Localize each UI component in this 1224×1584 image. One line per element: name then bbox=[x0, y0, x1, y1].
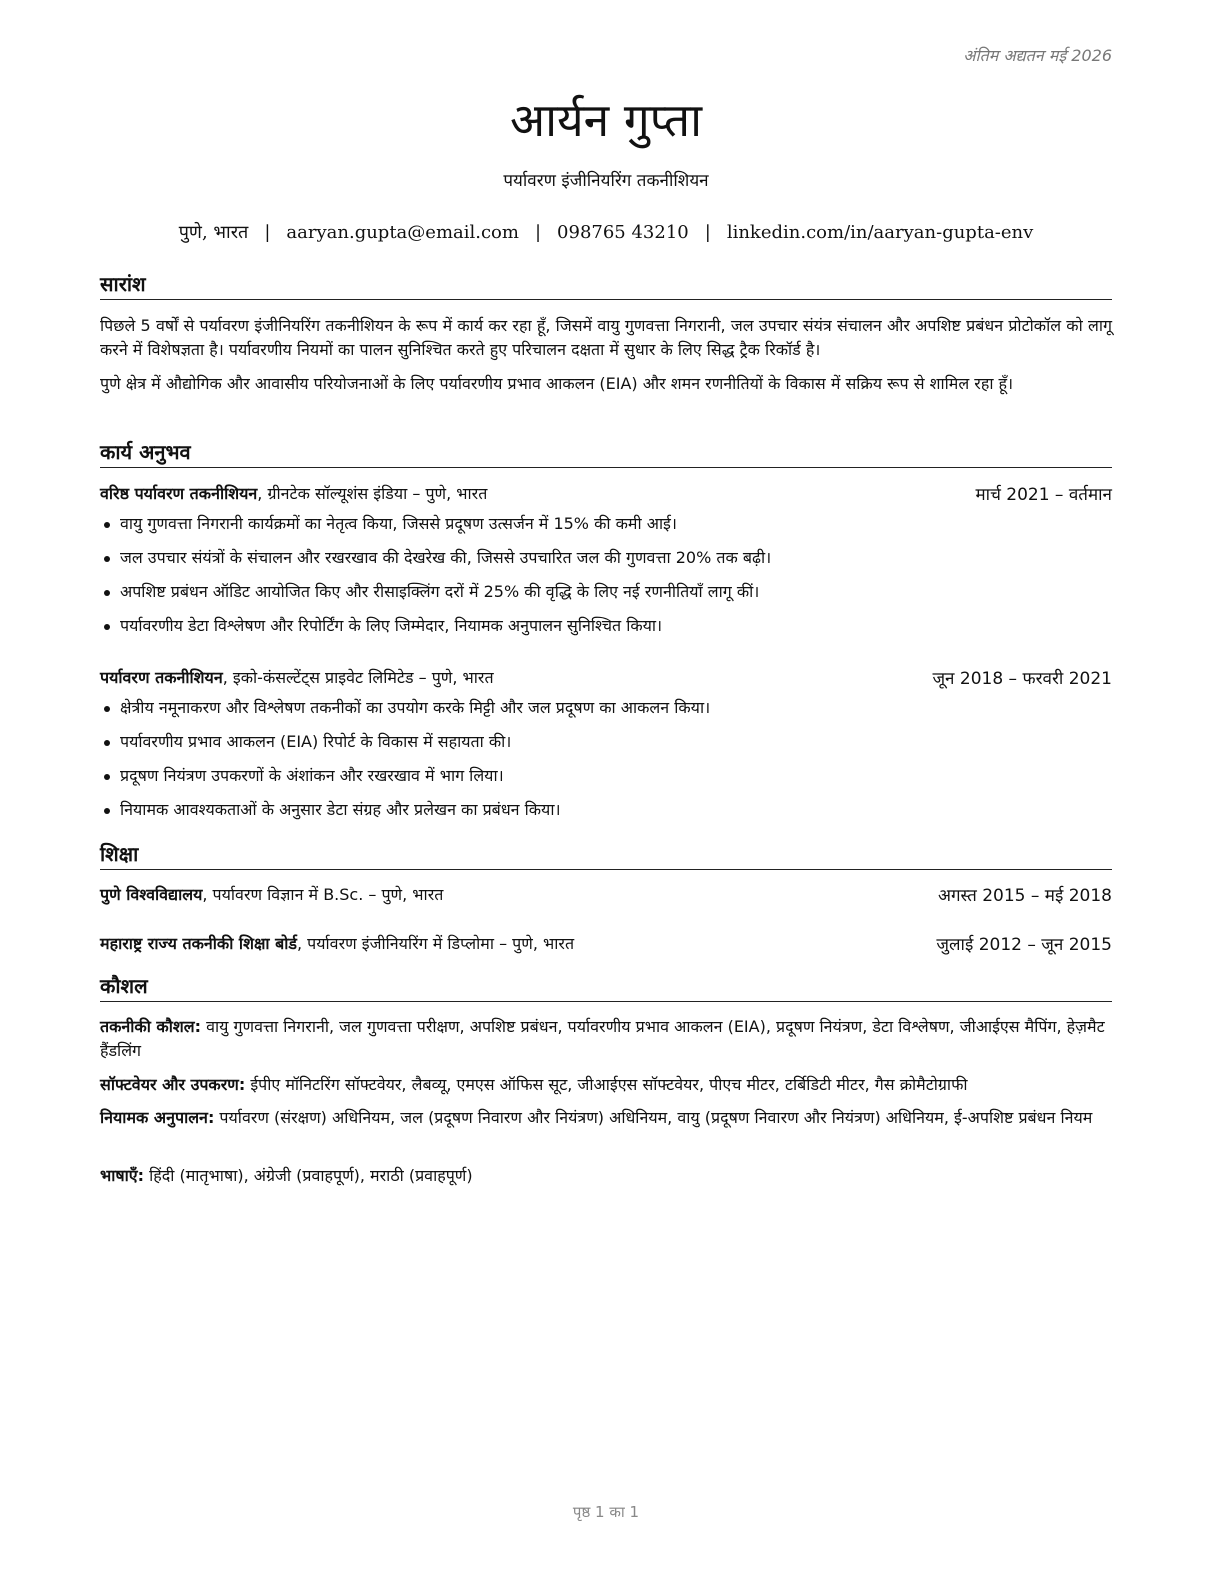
job-org: , ग्रीनटेक सॉल्यूशंस इंडिया – पुणे, भारत bbox=[257, 484, 488, 503]
list-item: जल उपचार संयंत्रों के संचालन और रखरखाव की देखरेख की, जिससे उपचारित जल की गुणवत्ता 20% तक बढ़ी। bbox=[100, 546, 1112, 580]
education-detail: , पर्यावरण विज्ञान में B.Sc. – पुणे, भारत bbox=[202, 885, 444, 904]
job-header bbox=[100, 666, 1112, 690]
page-number: पृष्ठ 1 का 1 bbox=[572, 1503, 640, 1521]
contact-separator: | bbox=[264, 222, 271, 243]
education-dates: जुलाई 2012 – जून 2015 bbox=[936, 935, 1112, 955]
summary-paragraph-1: पिछले 5 वर्षों से पर्यावरण इंजीनियरिंग तकनीशियन के रूप में कार्य कर रहा हूँ, जिसमें वायु गुणवत्ता निगरानी, जल उपचार संयंत्र संचालन और अपशिष्ट प्रबंधन प्रोटोकॉल को लागू करने में विशेषज्ञता है। पर्यावरणीय नियमों का पालन सुनिश्चित करते हुए परिचालन दक्षता में सुधार के लिए सिद्ध ट्रैक रिकॉर्ड है। bbox=[100, 316, 1112, 359]
skill-group bbox=[100, 1015, 1112, 1063]
list-item: नियामक आवश्यकताओं के अनुसार डेटा संग्रह और प्रलेखन का प्रबंधन किया। bbox=[100, 798, 1112, 832]
skill-label: सॉफ्टवेयर और उपकरण: bbox=[100, 1075, 246, 1094]
list-item: अपशिष्ट प्रबंधन ऑडिट आयोजित किए और रीसाइक्लिंग दरों में 25% की वृद्धि के लिए नई रणनीतियाँ लागू कीं। bbox=[100, 580, 1112, 614]
contact-phone: 098765 43210 bbox=[557, 222, 689, 243]
contact-line bbox=[100, 220, 1112, 244]
skill-group bbox=[100, 1164, 1112, 1188]
job-bullets bbox=[100, 512, 1112, 648]
education-heading: शिक्षा bbox=[100, 840, 1112, 870]
skill-label: भाषाएँ: bbox=[100, 1166, 145, 1185]
list-item: वायु गुणवत्ता निगरानी कार्यक्रमों का नेतृत्व किया, जिससे प्रदूषण उत्सर्जन में 15% की कमी आई। bbox=[100, 512, 1112, 546]
job-title: वरिष्ठ पर्यावरण तकनीशियन bbox=[100, 484, 258, 503]
skill-text: ईपीए मॉनिटरिंग सॉफ्टवेयर, लैबव्यू, एमएस ऑफिस सूट, जीआईएस सॉफ्टवेयर, पीएच मीटर, टर्बिडिटी मीटर, गैस क्रोमैटोग्राफी bbox=[245, 1075, 968, 1094]
summary-heading: सारांश bbox=[100, 270, 1112, 300]
contact-separator: | bbox=[534, 222, 542, 243]
job-title: पर्यावरण तकनीशियन bbox=[100, 668, 223, 687]
skill-label: तकनीकी कौशल: bbox=[100, 1017, 201, 1036]
candidate-name: आर्यन गुप्ता bbox=[509, 93, 703, 147]
list-item: पर्यावरणीय प्रभाव आकलन (EIA) रिपोर्ट के विकास में सहायता की। bbox=[100, 730, 1112, 764]
list-item: क्षेत्रीय नमूनाकरण और विश्लेषण तकनीकों का उपयोग करके मिट्टी और जल प्रदूषण का आकलन किया। bbox=[100, 696, 1112, 730]
list-item: पर्यावरणीय डेटा विश्लेषण और रिपोर्टिंग के लिए जिम्मेदार, नियामक अनुपालन सुनिश्चित किया। bbox=[100, 614, 1112, 648]
contact-separator: | bbox=[704, 222, 711, 243]
candidate-headline: पर्यावरण इंजीनियरिंग तकनीशियन bbox=[503, 171, 709, 191]
skills-heading: कौशल bbox=[100, 972, 1112, 1002]
contact-location: पुणे, भारत bbox=[178, 222, 249, 243]
job-org: , इको-कंसल्टेंट्स प्राइवेट लिमिटेड – पुणे, भारत bbox=[222, 668, 494, 687]
skill-label: नियामक अनुपालन: bbox=[100, 1108, 215, 1127]
education-detail: , पर्यावरण इंजीनियरिंग में डिप्लोमा – पुणे, भारत bbox=[297, 934, 575, 953]
job-header bbox=[100, 482, 1112, 506]
list-item: प्रदूषण नियंत्रण उपकरणों के अंशांकन और रखरखाव में भाग लिया। bbox=[100, 764, 1112, 798]
skill-group bbox=[100, 1106, 1112, 1130]
education-item bbox=[100, 883, 1112, 907]
job-dates: जून 2018 – फरवरी 2021 bbox=[932, 669, 1112, 689]
summary-paragraph-2: पुणे क्षेत्र में औद्योगिक और आवासीय परियोजनाओं के लिए पर्यावरणीय प्रभाव आकलन (EIA) और शमन रणनीतियों के विकास में सक्रिय रूप से शामिल रहा हूँ। bbox=[100, 374, 1014, 393]
last-updated: अंतिम अद्यतन मई 2026 bbox=[963, 46, 1112, 65]
education-dates: अगस्त 2015 – मई 2018 bbox=[937, 886, 1112, 906]
experience-heading: कार्य अनुभव bbox=[100, 438, 1112, 468]
skill-text: हिंदी (मातृभाषा), अंग्रेजी (प्रवाहपूर्ण), मराठी (प्रवाहपूर्ण) bbox=[144, 1166, 473, 1185]
job-bullets bbox=[100, 696, 1112, 832]
contact-email[interactable]: aaryan.gupta@email.com bbox=[286, 222, 519, 243]
resume-page bbox=[100, 0, 1112, 1584]
skill-group bbox=[100, 1073, 1112, 1097]
education-item bbox=[100, 932, 1112, 956]
education-institution: महाराष्ट्र राज्य तकनीकी शिक्षा बोर्ड bbox=[100, 934, 297, 953]
skill-text: वायु गुणवत्ता निगरानी, जल गुणवत्ता परीक्षण, अपशिष्ट प्रबंधन, पर्यावरणीय प्रभाव आकलन (EIA), प्रदूषण नियंत्रण, डेटा विश्लेषण, जीआईएस मैपिंग, हेज़मैट हैंडलिंग bbox=[100, 1017, 1105, 1060]
contact-linkedin[interactable]: linkedin.com/in/aaryan-gupta-env bbox=[726, 222, 1034, 243]
education-institution: पुणे विश्वविद्यालय bbox=[100, 885, 203, 904]
job-dates: मार्च 2021 – वर्तमान bbox=[975, 485, 1112, 505]
skill-text: पर्यावरण (संरक्षण) अधिनियम, जल (प्रदूषण निवारण और नियंत्रण) अधिनियम, वायु (प्रदूषण निवारण और नियंत्रण) अधिनियम, ई-अपशिष्ट प्रबंधन नियम bbox=[214, 1108, 1093, 1127]
